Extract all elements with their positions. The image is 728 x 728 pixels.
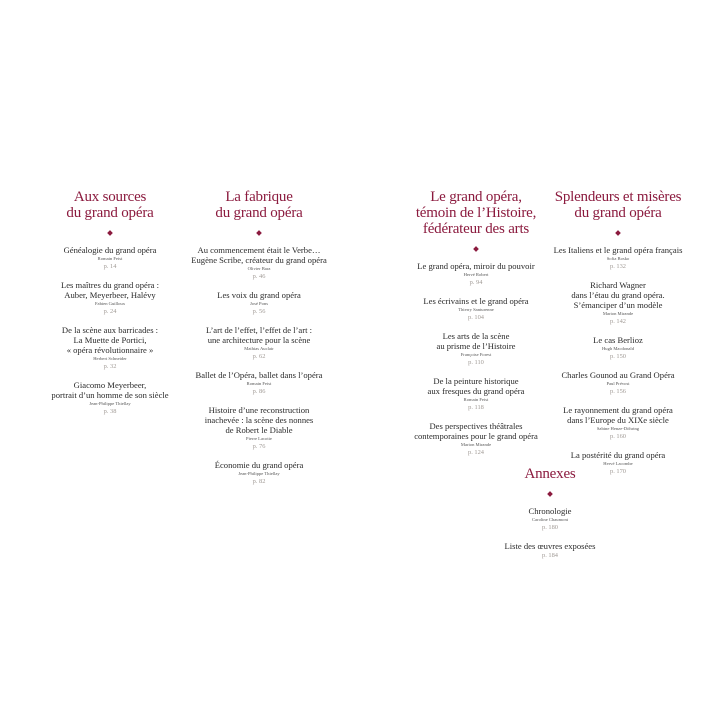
entry-author: Marion Mirande	[460, 442, 492, 447]
entry-title-line: Les écrivains et le grand opéra	[423, 296, 529, 306]
entry-title-line: Chronologie	[528, 506, 572, 516]
toc-entry[interactable]	[495, 506, 605, 533]
entry-title-line: De la peinture historique	[433, 376, 519, 386]
entry-title-line: inachevée : la scène des nonnes	[204, 415, 314, 425]
toc-entry[interactable]	[184, 325, 334, 362]
entry-author: Sofia Bosko	[606, 256, 630, 261]
toc-entry[interactable]	[184, 290, 334, 317]
toc-entry[interactable]	[495, 541, 605, 561]
entry-title-line: Le grand opéra, miroir du pouvoir	[417, 261, 535, 271]
toc-entry[interactable]	[35, 245, 185, 272]
entry-title-line: Ballet de l’Opéra, ballet dans l’opéra	[195, 370, 323, 380]
toc-entry[interactable]	[35, 280, 185, 317]
entry-page-number: p. 118	[468, 404, 484, 411]
toc-entry[interactable]	[400, 376, 552, 413]
entry-title-line: dans l’étau du grand opéra.	[571, 290, 665, 300]
entry-author: Romain Feist	[97, 256, 123, 261]
section-title	[400, 189, 552, 237]
entry-title-line: Économie du grand opéra	[214, 460, 304, 470]
entry-page-number: p. 14	[103, 263, 117, 270]
entry-author: Jean-Philippe Thiellay	[238, 471, 280, 476]
section-aux-sources	[35, 189, 185, 425]
diamond-ornament	[107, 230, 113, 236]
entry-title-line: Généalogie du grand opéra	[63, 245, 157, 255]
toc-entry[interactable]	[544, 335, 692, 362]
entry-author: Herbert Schneider	[93, 356, 127, 361]
entry-title-line: S’émanciper d’un modèle	[573, 300, 663, 310]
entry-author: Hervé Robert	[463, 272, 489, 277]
entry-title-line: Au commencement était le Verbe…	[197, 245, 321, 255]
entry-title-line: Charles Gounod au Grand Opéra	[561, 370, 675, 380]
entry-title-line: aux fresques du grand opéra	[427, 386, 525, 396]
section-la-fabrique	[184, 189, 334, 495]
section-title	[184, 189, 334, 221]
entry-title-line: La Muette de Portici,	[73, 335, 147, 345]
section-splendeurs-et-miseres	[544, 189, 692, 485]
section-title-line: Le grand opéra,	[430, 189, 522, 205]
entry-page-number: p. 82	[252, 478, 266, 485]
entry-title-line: contemporaines pour le grand opéra	[414, 431, 538, 441]
toc-entry[interactable]	[184, 370, 334, 397]
entry-author: Caroline Chaumont	[531, 517, 569, 522]
diamond-ornament	[547, 491, 553, 497]
entry-author: Hugh Macdonald	[601, 346, 635, 351]
entry-page-number: p. 160	[610, 433, 626, 440]
entry-title-line: Richard Wagner	[590, 280, 646, 290]
entry-title-line: dans l’Europe du XIXe siècle	[567, 415, 669, 425]
entry-page-number: p. 24	[103, 308, 117, 315]
entry-author: Marion Mirande	[602, 311, 634, 316]
section-le-grand-opera-temoin	[400, 189, 552, 466]
toc-entry[interactable]	[544, 370, 692, 397]
entry-title-line: Le rayonnement du grand opéra	[563, 405, 673, 415]
entry-author: Romain Feist	[463, 397, 489, 402]
entry-author: Hervé Lacombe	[603, 461, 633, 466]
section-annexes	[495, 466, 605, 569]
toc-entry[interactable]	[400, 261, 552, 288]
entry-author: Jean-Philippe Thiellay	[89, 401, 131, 406]
entry-author: Fabien Guilloux	[95, 301, 125, 306]
entry-author: Paul Prévost	[606, 381, 630, 386]
entry-page-number: p. 62	[252, 353, 266, 360]
section-title	[35, 189, 185, 221]
entry-title-line: une architecture pour la scène	[207, 335, 311, 345]
entry-page-number: p. 110	[468, 359, 484, 366]
section-title-line: du grand opéra	[215, 205, 303, 221]
entry-page-number: p. 156	[610, 388, 626, 395]
diamond-ornament	[256, 230, 262, 236]
entry-page-number: p. 170	[610, 468, 626, 475]
section-title-line: fédérateur des arts	[422, 221, 530, 237]
entry-title-line: L’art de l’effet, l’effet de l’art :	[205, 325, 312, 335]
diamond-ornament	[615, 230, 621, 236]
toc-entry[interactable]	[35, 325, 185, 372]
toc-entry[interactable]	[400, 421, 552, 458]
section-title	[495, 466, 605, 482]
entry-author: Romain Feist	[246, 381, 272, 386]
entry-title-line: Giacomo Meyerbeer,	[73, 380, 147, 390]
entry-page-number: p. 184	[542, 552, 558, 559]
entry-page-number: p. 104	[468, 314, 484, 321]
toc-entry[interactable]	[544, 280, 692, 327]
entry-page-number: p. 94	[469, 279, 483, 286]
entry-title-line: Histoire d’une reconstruction	[208, 405, 310, 415]
entry-author: Mathias Auclair	[244, 346, 274, 351]
toc-entry[interactable]	[35, 380, 185, 417]
entry-page-number: p. 32	[103, 363, 117, 370]
entry-page-number: p. 180	[542, 524, 558, 531]
entry-title-line: Auber, Meyerbeer, Halévy	[64, 290, 156, 300]
section-title-line: du grand opéra	[66, 205, 154, 221]
entry-title-line: De la scène aux barricades :	[61, 325, 159, 335]
toc-entry[interactable]	[184, 245, 334, 282]
entry-title-line: de Robert le Diable	[225, 425, 293, 435]
entry-title-line: Les maîtres du grand opéra :	[60, 280, 160, 290]
toc-entry[interactable]	[400, 296, 552, 323]
entry-author: José Pons	[250, 301, 268, 306]
entry-author: Pierre Lacotte	[246, 436, 272, 441]
entry-title-line: Les Italiens et le grand opéra français	[553, 245, 683, 255]
section-title	[544, 189, 692, 221]
entry-title-line: Des perspectives théâtrales	[429, 421, 523, 431]
entry-title-line: Les voix du grand opéra	[217, 290, 301, 300]
section-title-line: témoin de l’Histoire,	[415, 205, 537, 221]
entry-page-number: p. 46	[252, 273, 266, 280]
toc-entry[interactable]	[544, 405, 692, 442]
entry-title-line: « opéra révolutionnaire »	[66, 345, 154, 355]
entry-title-line: Le cas Berlioz	[593, 335, 643, 345]
toc-entry[interactable]	[544, 245, 692, 272]
entry-page-number: p. 76	[252, 443, 266, 450]
diamond-ornament	[473, 246, 479, 252]
entry-page-number: p. 86	[252, 388, 266, 395]
toc-entry[interactable]	[400, 331, 552, 368]
section-title-line: Aux sources	[73, 189, 147, 205]
entry-title-line: Eugène Scribe, créateur du grand opéra	[191, 255, 327, 265]
section-title-line: Splendeurs et misères	[554, 189, 682, 205]
toc-entry[interactable]	[184, 405, 334, 452]
entry-title-line: portrait d’un homme de son siècle	[51, 390, 169, 400]
section-title-line: La fabrique	[225, 189, 293, 205]
entry-author: Sabine Henze-Döhring	[596, 426, 640, 431]
entry-page-number: p. 142	[610, 318, 626, 325]
section-title-line: Annexes	[524, 466, 576, 482]
section-title-line: du grand opéra	[574, 205, 662, 221]
entry-page-number: p. 150	[610, 353, 626, 360]
entry-author: Thierry Santurenne	[458, 307, 494, 312]
entry-title-line: au prisme de l’Histoire	[436, 341, 516, 351]
entry-title-line: La postérité du grand opéra	[570, 450, 666, 460]
entry-page-number: p. 132	[610, 263, 626, 270]
entry-page-number: p. 56	[252, 308, 266, 315]
entry-author: Olivier Bara	[247, 266, 271, 271]
toc-entry[interactable]	[184, 460, 334, 487]
entry-title-line: Les arts de la scène	[442, 331, 510, 341]
entry-title-line: Liste des œuvres exposées	[504, 541, 596, 551]
entry-author: Françoise Forest	[460, 352, 492, 357]
entry-page-number: p. 124	[468, 449, 484, 456]
entry-page-number: p. 38	[103, 408, 117, 415]
